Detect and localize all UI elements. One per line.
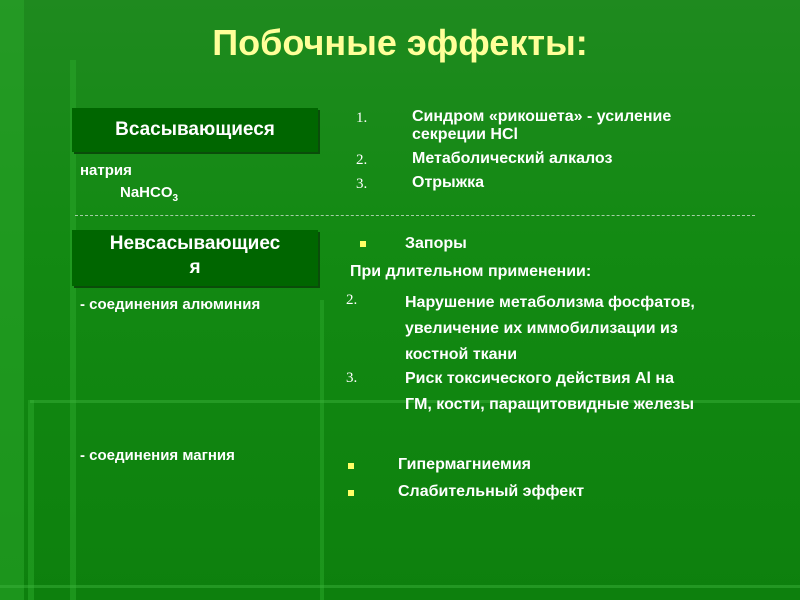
decor-line: [0, 585, 800, 588]
decor-stripe: [0, 0, 24, 600]
slide-title: Побочные эффекты:: [212, 22, 588, 63]
item-line: ГМ, кости, паращитовидные железы: [405, 396, 695, 413]
aluminium-bullet: Запоры: [405, 235, 467, 252]
item-line: костной ткани: [405, 346, 518, 363]
item-number: 3.: [346, 370, 358, 386]
absorbable-label: [72, 108, 318, 152]
effect-text-line: Синдром «рикошета» - усиление: [412, 108, 672, 125]
long-term-heading: При длительном применении:: [350, 263, 592, 280]
effect-number: 3.: [356, 176, 368, 192]
aluminium-item: [405, 366, 694, 418]
absorbable-sub-1: натрия: [80, 162, 132, 179]
aluminium-label: - соединения алюминия: [80, 296, 261, 313]
item-line: Нарушение метаболизма фосфатов,: [405, 294, 695, 311]
decor-stripe: [320, 300, 324, 600]
bullet-icon: [348, 463, 354, 469]
absorbable-label-text: Всасывающиеся: [115, 119, 275, 140]
aluminium-item: [405, 290, 695, 368]
bullet-icon: [360, 241, 366, 247]
item-line: Риск токсического действия Al на: [405, 370, 674, 387]
magnesium-bullet: Гипермагниемия: [398, 456, 532, 473]
effect-number: 2.: [356, 152, 368, 168]
formula-sub: 3: [172, 193, 179, 204]
nonabsorbable-label-line: я: [189, 257, 201, 278]
magnesium-label: - соединения магния: [80, 447, 235, 464]
decor-stripe: [28, 400, 34, 600]
magnesium-bullet: Слабительный эффект: [398, 483, 585, 500]
formula-main: NaHCO: [120, 184, 173, 201]
item-number: 2.: [346, 292, 358, 308]
bullet-icon: [348, 490, 354, 496]
section-divider: [75, 215, 755, 216]
effect-text-line: секреции НСl: [412, 126, 518, 143]
nonabsorbable-label: [72, 230, 318, 286]
effect-number: 1.: [356, 110, 368, 126]
effect-text: Метаболический алкалоз: [412, 150, 613, 167]
item-line: увеличение их иммобилизации из: [405, 320, 678, 337]
effect-text: [412, 108, 671, 144]
nonabsorbable-label-line: Невсасывающиес: [109, 233, 281, 254]
absorbable-sub-2: [120, 184, 178, 204]
effect-text: Отрыжка: [412, 174, 484, 191]
